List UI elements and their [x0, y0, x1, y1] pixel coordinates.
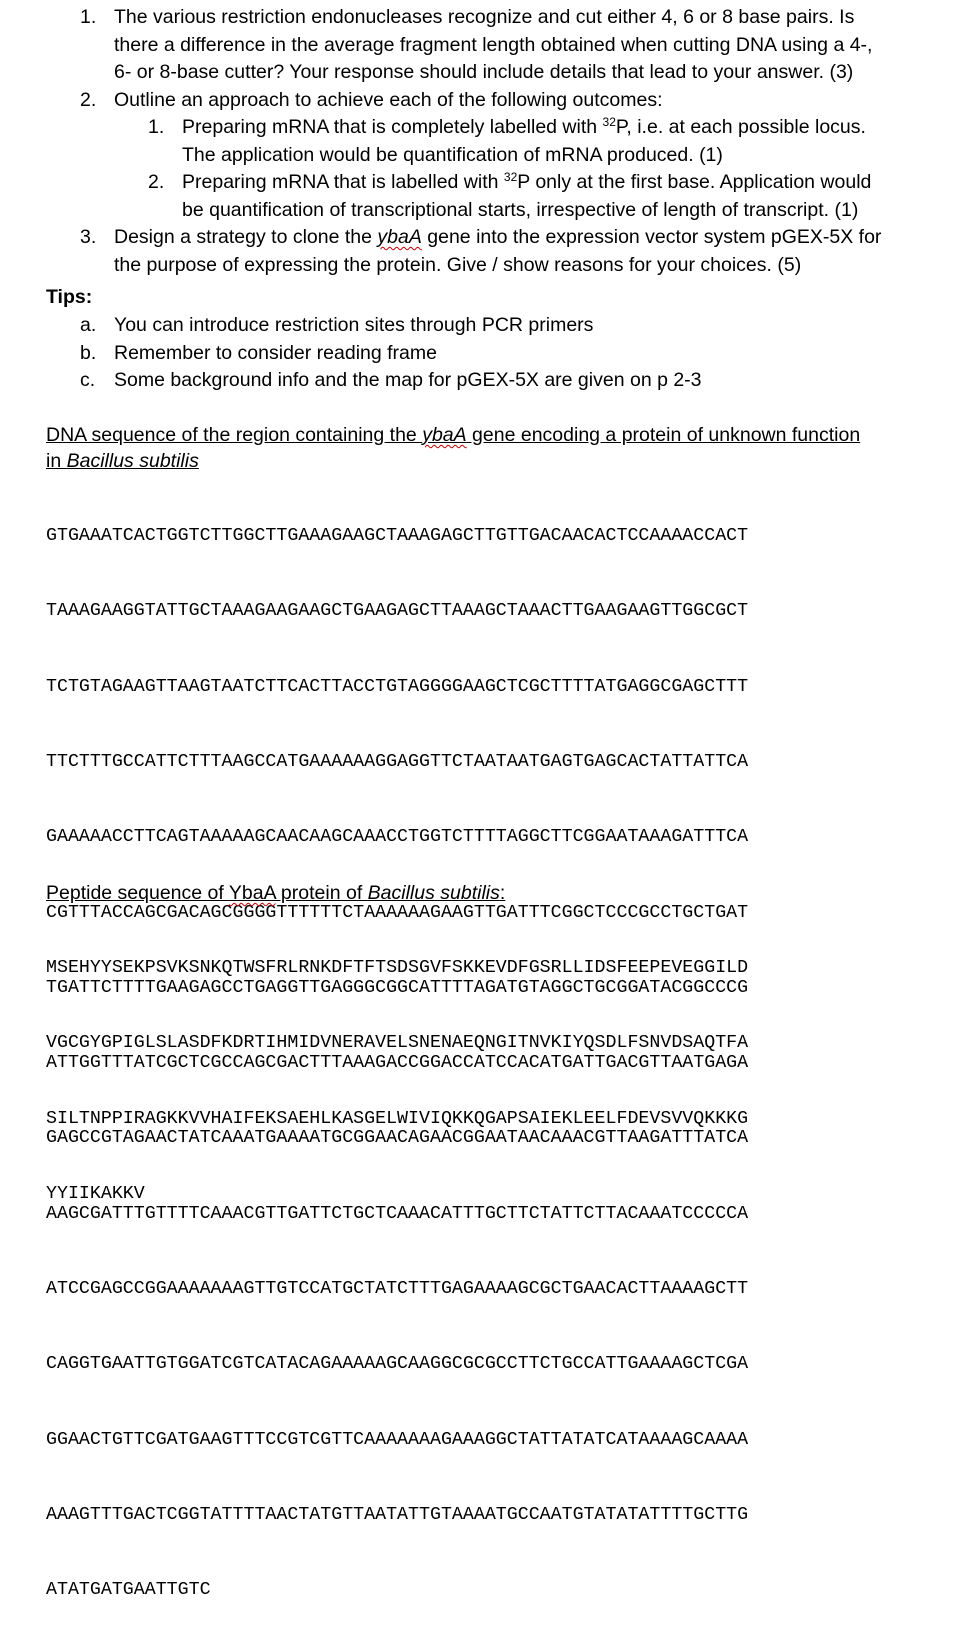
question-2-sub-2-text [182, 169, 871, 224]
question-2-sub-1-number: 1. [148, 116, 165, 138]
dna-sequence-line: ATCCGAGCCGGAAAAAAAGTTGTCCATGCTATCTTTGAGAAAAGCGCTGAACACTTAAAAGCTT [46, 1279, 749, 1299]
tip-letter: a. [80, 314, 97, 336]
tips-list [0, 312, 969, 395]
question-3-text [114, 224, 881, 279]
question-2-sub-1-line-1 [182, 114, 866, 142]
dna-sequence-line: GGAACTGTTCGATGAAGTTTCCGTCGTTCAAAAAAAGAAAGGCTATTATATCATAAAAGCAAAA [46, 1429, 749, 1450]
dna-sequence-line: ATTGGTTTATCGCTCGCCAGCGACTTTAAAGACCGGACCATCCACATGATTGACGTTAATGAGA [46, 1053, 749, 1074]
question-1-number: 1. [80, 6, 97, 28]
dna-sequence-line: GAGCCGTAGAACTATCAAATGAAAATGCGGAACAGAACGGAATAACAAACGTTAAGATTTATCA [46, 1128, 749, 1149]
question-1-line-2: there a difference in the average fragment length obtained when cutting DNA using a 4-, [114, 33, 873, 56]
dna-sequence-line: GTGAAATCACTGGTCTTGGCTTGAAAGAAGCTAAAGAGCTTGTTGACAACACTCCAAAACCACT [46, 526, 749, 547]
tip-item [0, 312, 969, 340]
q2s2-sup: 32 [503, 170, 518, 184]
q2s2-post: P only at the first base. Application would [517, 171, 872, 193]
questions-list [0, 4, 969, 279]
dna-sequence-line: GAAAAACCTTCAGTAAAAAGCAACAAGCAAACCTGGTCTTTTAGGCTTCGGAATAAAGATTTCA [46, 827, 749, 848]
tip-item [0, 340, 969, 368]
q2s1-post: P, i.e. at each possible locus. [615, 116, 866, 138]
dna-sequence-line: TAAAGAAGGTATTGCTAAAGAAGAAGCTGAAGAGCTTAAAGCTAAACTTGAAGAAGTTGGCGCT [46, 601, 749, 622]
tip-text: Some background info and the map for pGEX-5X are given on p 2-3 [114, 369, 702, 391]
dna-sequence-line: CGTTTACCAGCGACAGCGGGGTTTTTTCTAAAAAAGAAGTTGATTTCGGCTCCCGCCTGCTGAT [46, 902, 749, 923]
dna-heading-line-1 [46, 422, 860, 448]
peptide-heading-post: : [499, 882, 506, 904]
q2s1-pre: Preparing mRNA that is completely labelled with [182, 116, 603, 138]
dna-sequence-line: CAGGTGAATTGTGGATCGTCATACAGAAAAAGCAAGGCGCGCCTTCTGCCATTGAAAAGCTCGA [46, 1354, 749, 1375]
dna-sequence-line: AAGCGATTTGTTTTCAAACGTTGATTCTGCTCAAACATTTGCTTCTATTCTTACAAATCCCCCA [46, 1203, 749, 1224]
peptide-heading [46, 880, 505, 906]
tip-text: You can introduce restriction sites through PCR primers [114, 314, 594, 336]
dna-heading-species: Bacillus subtilis [66, 450, 199, 472]
dna-heading-gene: ybaA [422, 424, 467, 446]
question-2-number: 2. [80, 88, 97, 111]
dna-sequence-line: TGATTCTTTTGAAGAGCCTGAGGTTGAGGGCGGCATTTTAGATGTAGGCTGCGGATACGGCCCG [46, 977, 749, 998]
q3-pre: Design a strategy to clone the [114, 226, 378, 248]
question-1-line-1: The various restriction endonucleases recognize and cut either 4, 6 or 8 base pairs. Is [114, 6, 855, 28]
question-3 [0, 224, 969, 279]
question-1-line-3: 6- or 8-base cutter? Your response should include details that lead to your answer. (3) [114, 61, 854, 83]
peptide-sequence-line: MSEHYYSEKPSVKSNKQTWSFRLRNKDFTFTSDSGVFSKKEVDFGSRLLIDSFEEPEVEGGILD [46, 958, 749, 979]
q3-post: gene into the expression vector system pGEX-5X for [421, 226, 882, 248]
dna-sequence-line: TTCTTTGCCATTCTTTAAGCCATGAAAAAAGGAGGTTCTAATAATGAGTGAGCACTATTATTCA [46, 752, 749, 773]
q2s2-pre: Preparing mRNA that is labelled with [182, 171, 504, 193]
peptide-sequence-line: YYIIKAKKV [46, 1184, 145, 1205]
dna-heading [46, 422, 860, 474]
peptide-sequence-line: VGCGYGPIGLSLASDFKDRTIHMIDVNERAVELSNENAEQNGITNVKIYQSDLFSNVDSAQTFA [46, 1033, 749, 1054]
question-2-text: Outline an approach to achieve each of the following outcomes: [114, 88, 663, 111]
question-2-sub-1-text [182, 114, 866, 169]
question-3-line-1 [114, 224, 881, 252]
tips-heading: Tips: [46, 286, 93, 308]
tip-text: Remember to consider reading frame [114, 341, 437, 364]
tip-item [0, 367, 969, 395]
dna-heading-pre: DNA sequence of the region containing the [46, 424, 423, 446]
question-2-sub-2 [0, 169, 969, 224]
peptide-heading-mid: protein of [275, 882, 368, 904]
dna-sequence-line: AAAGTTTGACTCGGTATTTTAACTATGTTAATATTGTAAAATGCCAATGTATATATTTTGCTTG [46, 1504, 749, 1525]
dna-sequence-line: ATATGATGAATTGTC [46, 1580, 211, 1601]
dna-heading-in: in [46, 450, 67, 472]
q3-gene-name: ybaA [377, 226, 422, 248]
dna-heading-post: gene encoding a protein of unknown function [466, 424, 861, 446]
peptide-sequence-line: SILTNPPIRAGKKVVHAIFEKSAEHLKASGELWIVIQKKQGAPSAIEKLEELFDEVSVVQKKKG [46, 1108, 749, 1129]
question-2-sub-2-line-1 [182, 169, 871, 197]
question-2-sub-1-line-2: The application would be quantification of mRNA produced. (1) [182, 143, 723, 166]
question-1-text [114, 4, 872, 87]
dna-heading-line-2 [46, 448, 860, 474]
question-2-sub-2-line-2: be quantification of transcriptional starts, irrespective of length of transcript. (1) [182, 198, 859, 221]
dna-sequence-line: TCTGTAGAAGTTAAGTAATCTTCACTTACCTGTAGGGGAAGCTCGCTTTTATGAGGCGAGCTTT [46, 676, 749, 697]
peptide-heading-pre: Peptide sequence of [46, 882, 229, 904]
tip-letter: c. [80, 369, 96, 391]
tip-letter: b. [80, 341, 97, 364]
question-2-sub-2-number: 2. [148, 171, 165, 193]
peptide-sequence [46, 906, 748, 1232]
question-2 [0, 87, 969, 115]
peptide-heading-species: Bacillus subtilis [367, 882, 500, 904]
question-3-line-2: the purpose of expressing the protein. Give / show reasons for your choices. (5) [114, 253, 802, 276]
q2s1-sup: 32 [602, 115, 616, 129]
question-3-number: 3. [80, 226, 97, 248]
peptide-heading-gene: YbaA [228, 882, 276, 904]
question-2-sub-1 [0, 114, 969, 169]
question-1 [0, 4, 969, 87]
